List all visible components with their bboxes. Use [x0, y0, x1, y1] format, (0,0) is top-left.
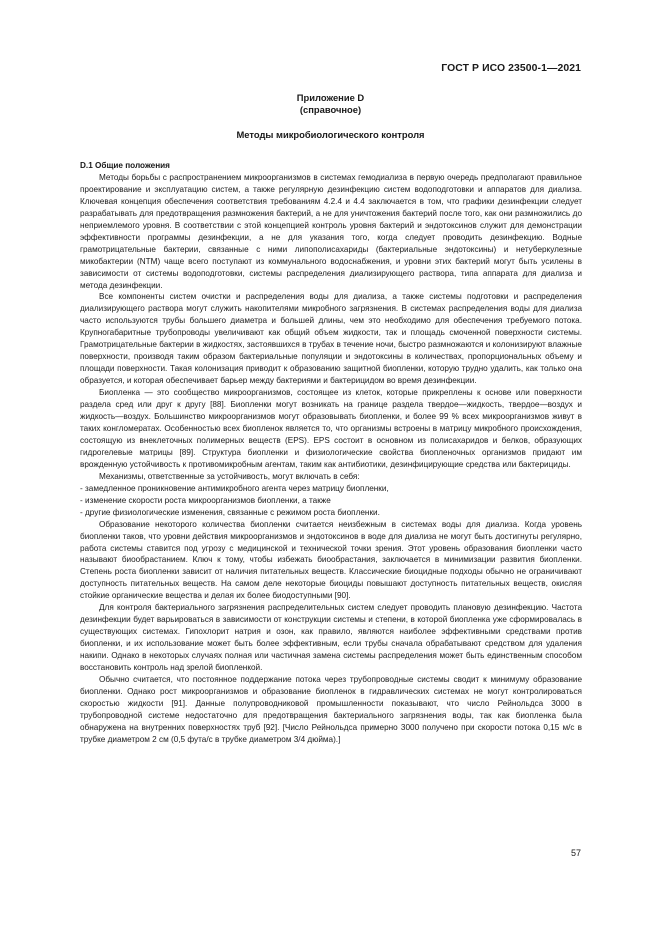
appendix-subtitle: (справочное) [299, 103, 362, 115]
subsection-title: D.1 Общие положения [80, 161, 170, 170]
list-item: - замедленное проникновение антимикробного агента через матрицу биопленки, [80, 483, 582, 495]
paragraph: Биопленка — это сообщество микроорганизмов, состоящее из клеток, которые прикреплены к основе или поверхности раздела сред или друг к другу [88]. Биопленки могут возникать на границе раздела твердое—жидкость, твердое—воздух и жидкость—воздух. Большинство микроорганизмов могут образовывать биопленки, и более 99 % всех микроорганизмов живут в таких конгломератах. Особенностью всех биопленок является то, что организмы встроены в матрицу микробного происхождения, состоящую из внеклеточных полимерных веществ (EPS). EPS состоит в основном из полисахаридов и белков, образующих гидрогелевые матрицы [89]. Структура биопленки и физиологические свойства биопленочных организмов придают им врожденную устойчивость к противомикробным агентам, таким как антибиотики, дезинфицирующие средства или бактерициды. [80, 388, 582, 469]
list-item: - другие физиологические изменения, связанные с режимом роста биопленки. [80, 507, 582, 519]
paragraph: Для контроля бактериального загрязнения распределительных систем следует проводить плановую дезинфекцию. Частота дезинфекции будет варьироваться в зависимости от конструкции системы и степени, в которой биопленка уже сформировалась в существующих системах. Гипохлорит натрия и озон, как правило, являются наиболее эффективными средствами против биопленки, и их использование может быть более эффективным, если трубы сначала обрабатывают средством для удаления накипи. Однако в некоторых случаях полная или частичная замена системы распределения может быть единственным способом восстановить контроль над зрелой биопленкой. [80, 603, 582, 673]
paragraph: Все компоненты систем очистки и распределения воды для диализа, а также системы подготовки и распределения диализирующего раствора могут служить накопителями микробного загрязнения. В системах распределения воды для диализа часто используются трубы большего диаметра и большей длины, чем это необходимо для обеспечения требуемого потока. Крупногабаритные трубопроводы увеличивают как общий объем жидкости, так и площадь смоченной поверхности системы. Грамотрицательные бактерии в жидкостях, застоявшихся в трубах в течение ночи, быстро размножаются и колонизируют влажные поверхности, производя таким образом бактериальные популяции и эндотоксины в количествах, пропорциональных объему и площади поверхности. Такая колонизация приводит к образованию защитной биопленки, которую трудно удалить, как только она образуется, и которая обеспечивает барьер между бактериями и бактерицидом во время дезинфекции. [80, 292, 582, 386]
section-title: Методы микробиологического контроля [236, 129, 425, 140]
mechanisms-list [80, 483, 582, 519]
page-body [80, 160, 582, 746]
paragraph: Образование некоторого количества биопленки считается неизбежным в системах воды для диализа. Когда уровень биопленки таков, что уровни действия микроорганизмов и эндотоксинов в воде для диализа не могут быть достигнуты регулярно, работа системы ставится под угрозу с медицинской и технической точки зрения. Этот уровень образования биопленки часто называют биообрастанием. Ключ к тому, чтобы избежать биообрастания, заключается в минимизации развития биопленки. Степень роста биопленки зависит от наличия питательных веществ. Классические биоцидные подходы обычно не ограничивают доступность питательных веществ. На самом деле некоторые биоциды повышают доступность питательных веществ, окисляя стойкие органические вещества и делая их более биодоступными [90]. [80, 519, 582, 601]
paragraph: Обычно считается, что постоянное поддержание потока через трубопроводные системы сводит к минимуму образование биопленки. Однако рост микроорганизмов и образование биопленок в гидравлических системах не могут контролироваться скоростью жидкости [91]. Данные полупроводниковой промышленности показывают, что число Рейнольдса 3000 в трубопроводной системе недостаточно для предотвращения бактериального загрязнения воды, так как биопленка была обнаружена на внутренних поверхностях труб [92]. [Число Рейнольдса примерно 3000 получено при скорости потока 0,15 м/с в трубке диаметром 2 см (0,5 фута/с в трубке диаметром 3/4 дюйма).] [80, 674, 582, 744]
paragraph: Методы борьбы с распространением микроорганизмов в системах гемодиализа в первую очередь предполагают правильное проектирование и эксплуатацию систем, а также регулярную дезинфекцию систем водоподготовки и аппаратов для диализа. Ключевая концепция обеспечения соответствия требованиям 4.2.4 и 4.4 заключается в том, что графики дезинфекции следует разрабатывать для предотвращения размножения бактерий, а не для уничтожения бактерий после того, как они размножились до неприемлемого уровня. В соответствии с этой концепцией контроль уровня бактерий и эндотоксинов служит для демонстрации эффективности программы дезинфекции, а не для указания того, когда следует проводить дезинфекцию. Водные грамотрицательные бактерии, связанные с ними липополисахариды (бактериальные эндотоксины) и нетуберкулезные микобактерии (NTM) чаще всего поступают из коммунального водоснабжения, и уровни этих бактерий могут быть усилены в зависимости от системы водоподготовки, системы распределения диализирующего раствора, типа аппарата для диализа и метода дезинфекции. [80, 172, 582, 290]
appendix-title: Приложение D [296, 92, 365, 103]
page-number: 57 [570, 848, 581, 858]
paragraph: Механизмы, ответственные за устойчивость, могут включать в себя: [99, 471, 360, 481]
appendix-heading [80, 92, 581, 115]
document-code-header: ГОСТ Р ИСО 23500-1—2021 [441, 63, 581, 74]
list-item: - изменение скорости роста микроорганизмов биопленки, а также [80, 495, 582, 507]
